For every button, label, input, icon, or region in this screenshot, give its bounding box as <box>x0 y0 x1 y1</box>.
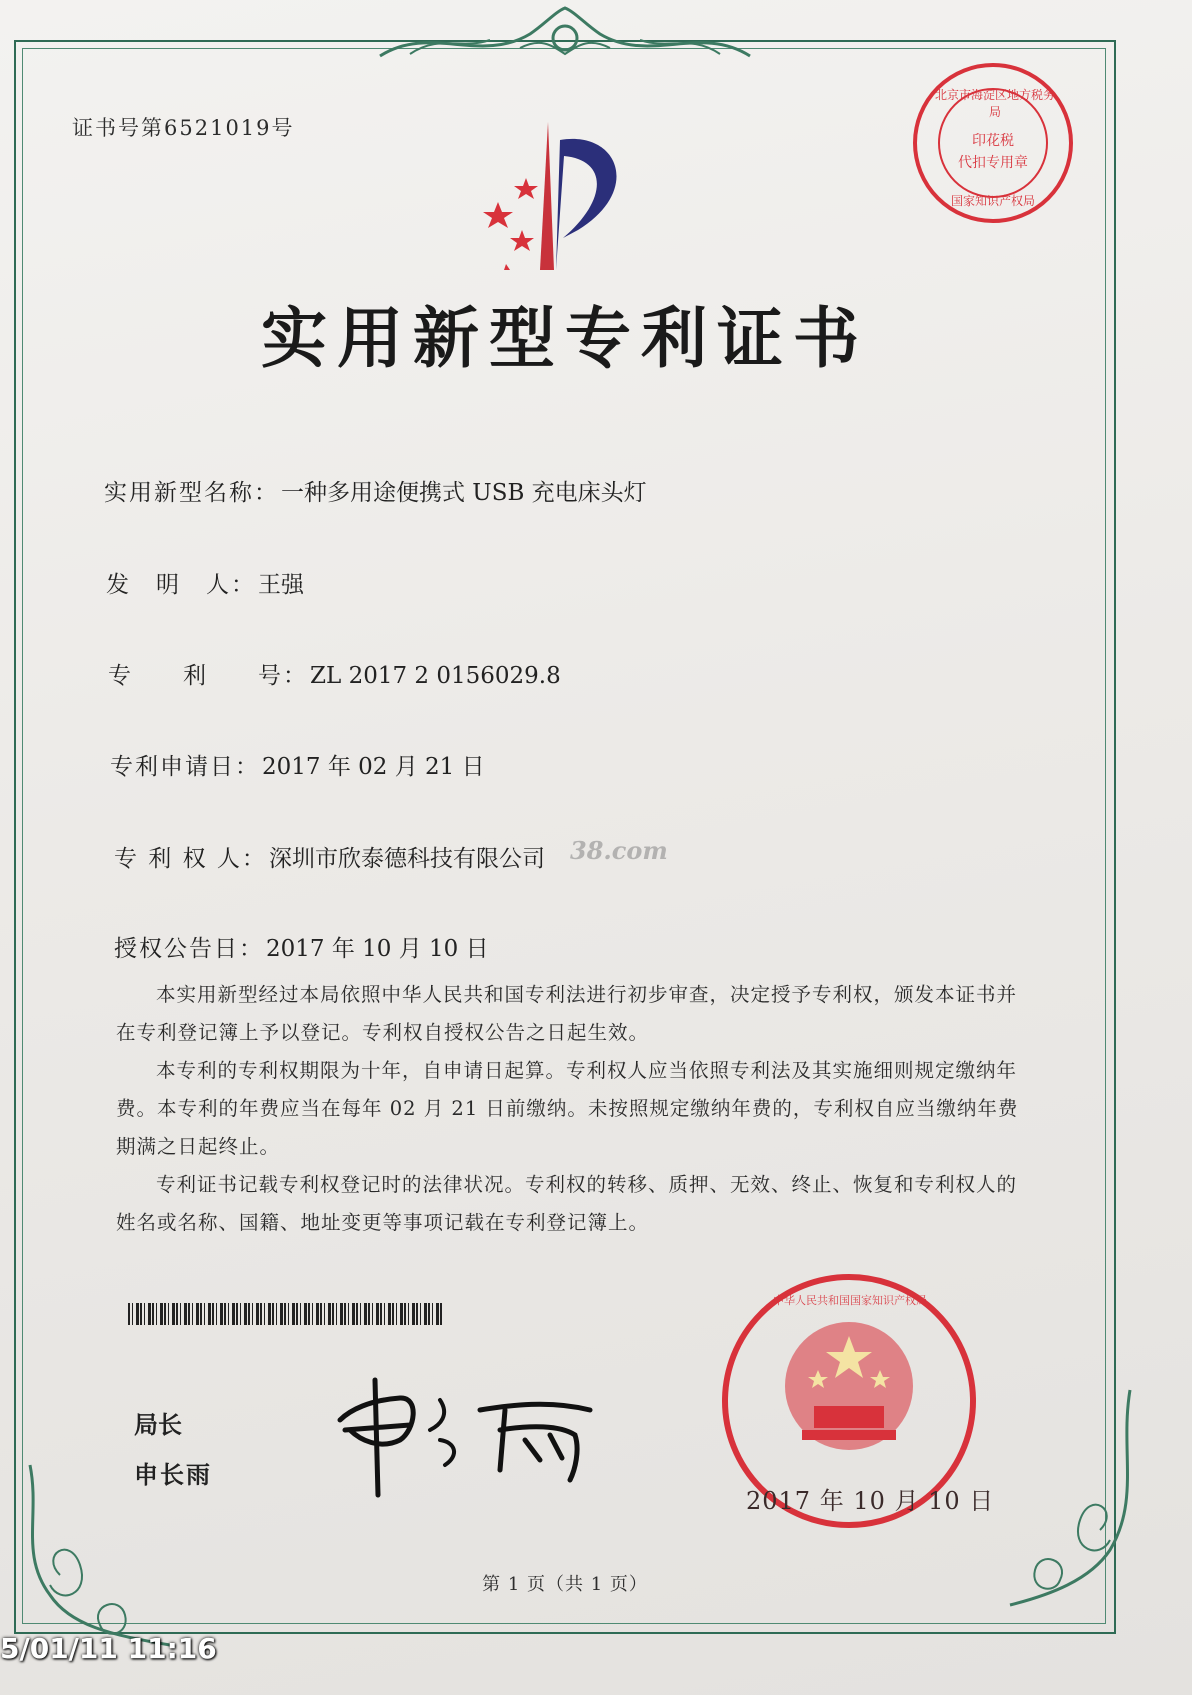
field-label: 发 明 人： <box>106 572 256 598</box>
field-application-date <box>110 748 485 781</box>
tax-stamp-bottom-text: 国家知识产权局 <box>950 194 1035 208</box>
field-value: 2017 年 10 月 10 日 <box>266 936 489 962</box>
field-patentee <box>114 840 545 873</box>
director-name: 申长雨 <box>134 1461 212 1489</box>
tax-stamp-inner-line-1: 印花税 <box>972 133 1014 149</box>
field-label: 专利申请日： <box>110 754 260 780</box>
certificate-title: 实用新型专利证书 <box>261 300 869 377</box>
field-patent-number <box>108 657 561 690</box>
patent-office-emblem-icon <box>468 120 668 280</box>
top-ornament-icon <box>370 4 760 68</box>
field-value: 2017 年 02 月 21 日 <box>262 754 485 780</box>
field-label: 专 利 号： <box>108 663 308 689</box>
field-grant-announcement-date <box>114 930 489 963</box>
field-label: 实用新型名称： <box>104 480 279 506</box>
field-label: 专 利 权 人： <box>114 846 267 872</box>
watermark: 38.com <box>570 836 668 865</box>
field-value: 王强 <box>258 572 304 598</box>
director-signature <box>330 1370 610 1500</box>
body-paragraph: 本实用新型经过本局依照中华人民共和国专利法进行初步审查，决定授予专利权，颁发本证书并在专利登记簿上予以登记。专利权自授权公告之日起生效。 <box>116 983 1018 1044</box>
field-utility-model-name <box>104 474 647 507</box>
page-number: 第 1 页（共 1 页） <box>482 1574 648 1595</box>
body-paragraph: 专利证书记载专利权登记时的法律状况。专利权的转移、质押、无效、终止、恢复和专利权人的姓名或名称、国籍、地址变更等事项记载在专利登记簿上。 <box>116 1173 1018 1234</box>
director-title: 局长 <box>134 1411 182 1439</box>
certificate-number: 证书号第6521019号 <box>72 116 295 140</box>
official-seal-text: 中华人民共和国国家知识产权局 <box>773 1294 927 1307</box>
tax-stamp-outer-text: 北京市海淀区地方税务局 <box>935 88 1056 119</box>
field-label: 授权公告日： <box>114 936 264 962</box>
field-value: ZL 2017 2 0156029.8 <box>310 663 561 689</box>
field-inventor <box>106 566 304 599</box>
field-value: 深圳市欣泰德科技有限公司 <box>268 846 545 872</box>
body-paragraph: 本专利的专利权期限为十年，自申请日起算。专利权人应当依照专利法及其实施细则规定缴纳年费。本专利的年费应当在每年 02 月 21 日前缴纳。未按照规定缴纳年费的，专利权自应当缴纳年费期满之日起终止。 <box>116 1059 1019 1158</box>
tax-stamp-inner-line-2: 代扣专用章 <box>958 155 1028 171</box>
field-value: 一种多用途便携式 USB 充电床头灯 <box>281 480 647 506</box>
certificate-body-text <box>116 976 1036 1242</box>
seal-date: 2017 年 10 月 10 日 <box>746 1487 995 1515</box>
photo-timestamp: 5/01/11 11:16 <box>0 1632 217 1665</box>
barcode <box>128 1303 444 1325</box>
